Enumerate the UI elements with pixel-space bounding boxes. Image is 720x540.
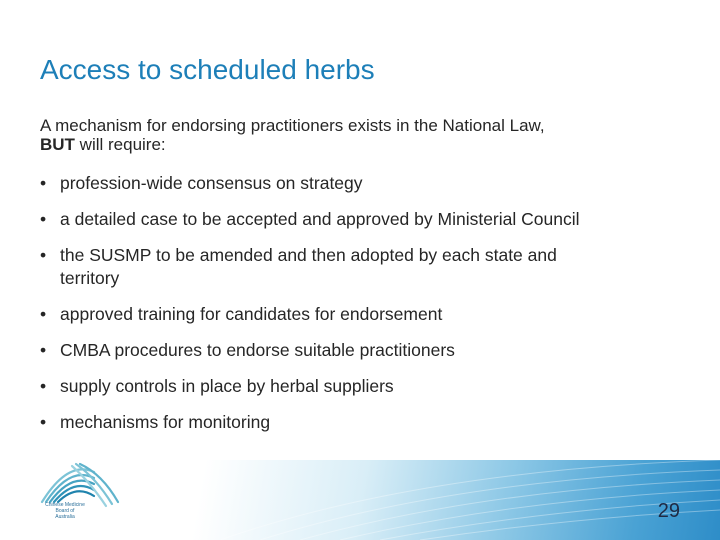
intro-line1: A mechanism for endorsing practitioners exists in the National Law, bbox=[40, 116, 545, 135]
bullet-text: the SUSMP to be amended and then adopted by each state and territory bbox=[60, 245, 557, 288]
intro-paragraph bbox=[40, 116, 680, 154]
logo-text-line: Chinese Medicine bbox=[45, 502, 85, 508]
logo-text-line: Australia bbox=[55, 514, 75, 520]
bullet-item bbox=[40, 208, 690, 231]
intro-line2: will require: bbox=[74, 135, 166, 154]
intro-bold-word: BUT bbox=[40, 135, 75, 154]
bullet-dot: • bbox=[40, 209, 47, 229]
bullet-item bbox=[40, 339, 690, 362]
bullet-text: profession-wide consensus on strategy bbox=[60, 173, 363, 193]
logo-text-line: Board of bbox=[55, 508, 75, 514]
bullet-item bbox=[40, 172, 690, 195]
bullet-text: mechanisms for monitoring bbox=[60, 412, 271, 432]
bullet-dot: • bbox=[40, 412, 47, 432]
bullet-item bbox=[40, 303, 690, 326]
bullet-text: CMBA procedures to endorse suitable practitioners bbox=[60, 340, 455, 360]
slide-title: Access to scheduled herbs bbox=[40, 54, 375, 85]
bullet-text: approved training for candidates for endorsement bbox=[60, 304, 443, 324]
logo-text bbox=[30, 502, 100, 520]
bullet-dot: • bbox=[40, 376, 47, 396]
bullet-item bbox=[40, 411, 690, 434]
page-number: 29 bbox=[657, 500, 680, 522]
bullet-item bbox=[40, 375, 690, 398]
bullet-dot: • bbox=[40, 304, 47, 324]
bullet-text: a detailed case to be accepted and approved by Ministerial Council bbox=[60, 209, 580, 229]
fan-arc-logo-icon bbox=[28, 462, 138, 532]
bullet-list bbox=[40, 172, 690, 447]
bullet-dot: • bbox=[40, 173, 47, 193]
bullet-text: supply controls in place by herbal suppliers bbox=[60, 376, 394, 396]
bullet-dot: • bbox=[40, 245, 47, 265]
bullet-item bbox=[40, 244, 620, 290]
bullet-dot: • bbox=[40, 340, 47, 360]
